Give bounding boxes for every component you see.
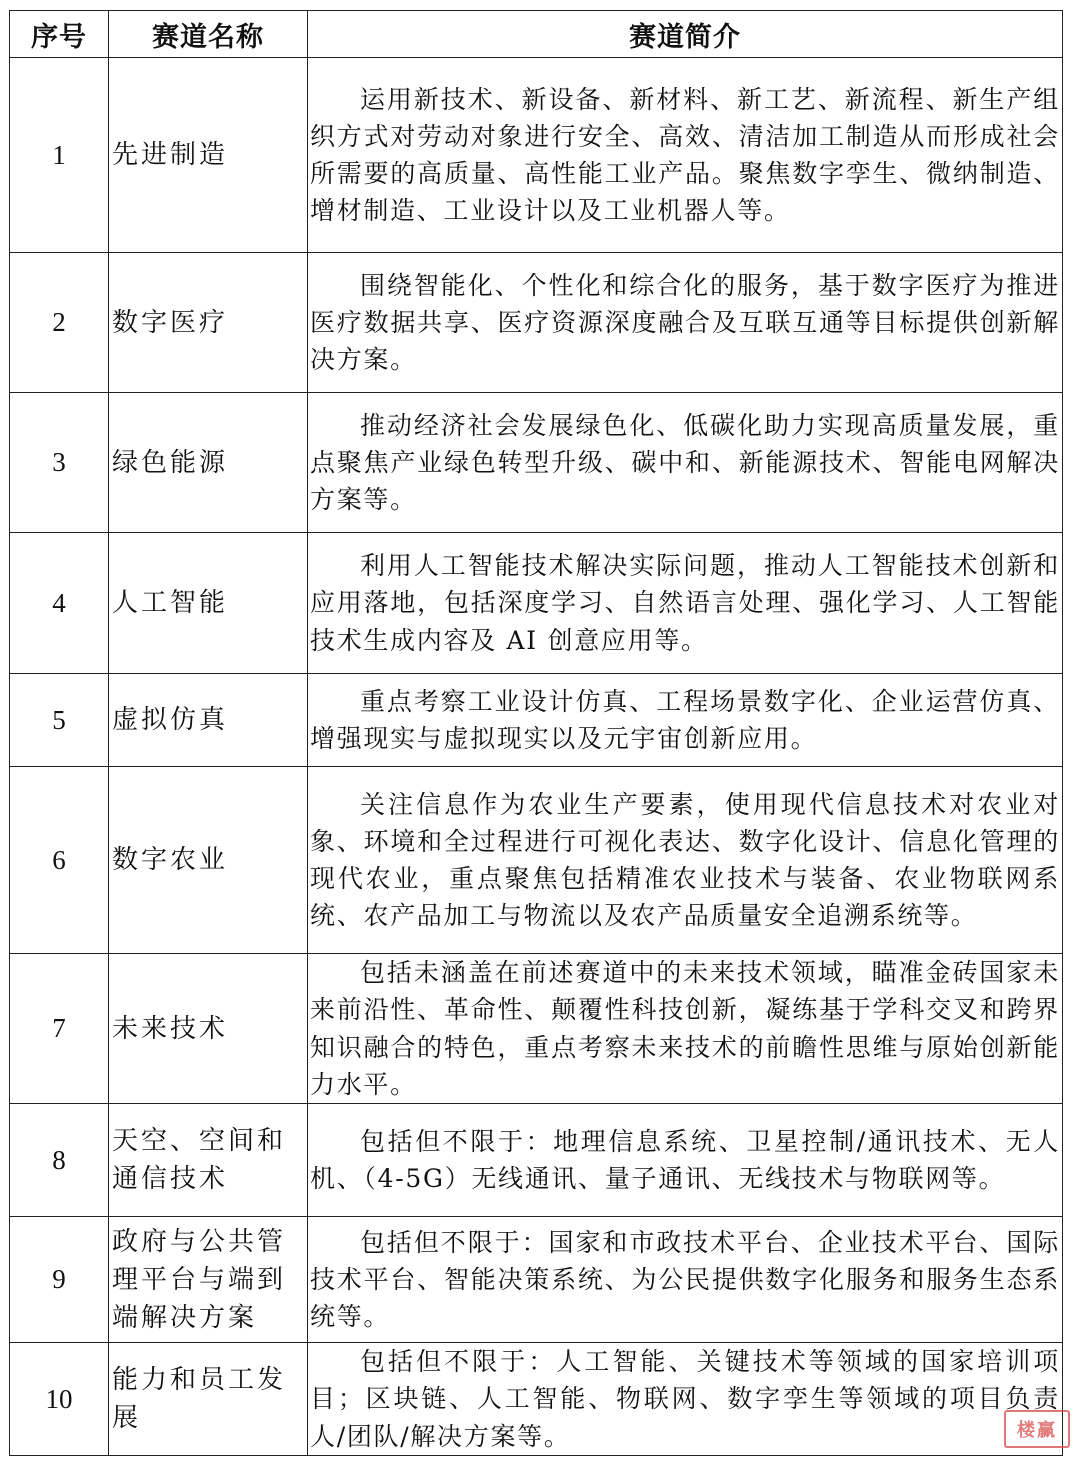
row-num: 1 bbox=[10, 58, 109, 253]
row-name: 能力和员工发展 bbox=[109, 1343, 308, 1456]
row-desc: 运用新技术、新设备、新材料、新工艺、新流程、新生产组织方式对劳动对象进行安全、高效、清洁加工制造从而形成社会所需要的高质量、高性能工业产品。聚焦数字孪生、微纳制造、增材制造、工业设计以及工业机器人等。 bbox=[308, 58, 1063, 253]
row-desc: 重点考察工业设计仿真、工程场景数字化、企业运营仿真、增强现实与虚拟现实以及元宇宙创新应用。 bbox=[308, 674, 1063, 767]
table-row bbox=[10, 954, 1063, 1104]
row-name: 未来技术 bbox=[109, 954, 308, 1104]
row-name: 人工智能 bbox=[109, 533, 308, 674]
row-name: 数字医疗 bbox=[109, 253, 308, 393]
row-desc: 利用人工智能技术解决实际问题，推动人工智能技术创新和应用落地，包括深度学习、自然语言处理、强化学习、人工智能技术生成内容及 AI 创意应用等。 bbox=[308, 533, 1063, 674]
table-row bbox=[10, 58, 1063, 253]
row-num: 6 bbox=[10, 767, 109, 954]
row-desc: 包括但不限于：国家和市政技术平台、企业技术平台、国际技术平台、智能决策系统、为公民提供数字化服务和服务生态系统等。 bbox=[308, 1217, 1063, 1343]
row-name: 数字农业 bbox=[109, 767, 308, 954]
row-num: 3 bbox=[10, 393, 109, 533]
row-num: 9 bbox=[10, 1217, 109, 1343]
row-desc: 包括但不限于：人工智能、关键技术等领域的国家培训项目；区块链、人工智能、物联网、数字孪生等领域的项目负责人/团队/解决方案等。 bbox=[308, 1343, 1063, 1456]
row-num: 4 bbox=[10, 533, 109, 674]
header-name: 赛道名称 bbox=[109, 11, 308, 58]
row-desc: 包括未涵盖在前述赛道中的未来技术领域，瞄准金砖国家未来前沿性、革命性、颠覆性科技创新，凝练基于学科交叉和跨界知识融合的特色，重点考察未来技术的前瞻性思维与原始创新能力水平。 bbox=[308, 954, 1063, 1104]
table-row bbox=[10, 1104, 1063, 1217]
table-row bbox=[10, 674, 1063, 767]
watermark-stamp: 楼赢 bbox=[1004, 1410, 1070, 1448]
row-name: 天空、空间和通信技术 bbox=[109, 1104, 308, 1217]
table-row bbox=[10, 1343, 1063, 1456]
table-row bbox=[10, 1217, 1063, 1343]
header-num: 序号 bbox=[10, 11, 109, 58]
track-table bbox=[9, 10, 1063, 1456]
header-desc: 赛道简介 bbox=[308, 11, 1063, 58]
table-row bbox=[10, 253, 1063, 393]
row-desc: 围绕智能化、个性化和综合化的服务，基于数字医疗为推进医疗数据共享、医疗资源深度融合及互联互通等目标提供创新解决方案。 bbox=[308, 253, 1063, 393]
row-desc: 关注信息作为农业生产要素，使用现代信息技术对农业对象、环境和全过程进行可视化表达、数字化设计、信息化管理的现代农业，重点聚焦包括精准农业技术与装备、农业物联网系统、农产品加工与物流以及农产品质量安全追溯系统等。 bbox=[308, 767, 1063, 954]
row-name: 先进制造 bbox=[109, 58, 308, 253]
row-num: 2 bbox=[10, 253, 109, 393]
table-row bbox=[10, 767, 1063, 954]
header-row bbox=[10, 11, 1063, 58]
row-desc: 推动经济社会发展绿色化、低碳化助力实现高质量发展，重点聚焦产业绿色转型升级、碳中和、新能源技术、智能电网解决方案等。 bbox=[308, 393, 1063, 533]
row-num: 8 bbox=[10, 1104, 109, 1217]
table-row bbox=[10, 393, 1063, 533]
row-num: 10 bbox=[10, 1343, 109, 1456]
row-name: 绿色能源 bbox=[109, 393, 308, 533]
row-name: 政府与公共管理平台与端到端解决方案 bbox=[109, 1217, 308, 1343]
row-num: 5 bbox=[10, 674, 109, 767]
row-num: 7 bbox=[10, 954, 109, 1104]
table-row bbox=[10, 533, 1063, 674]
row-desc: 包括但不限于：地理信息系统、卫星控制/通讯技术、无人机、（4-5G）无线通讯、量子通讯、无线技术与物联网等。 bbox=[308, 1104, 1063, 1217]
row-name: 虚拟仿真 bbox=[109, 674, 308, 767]
